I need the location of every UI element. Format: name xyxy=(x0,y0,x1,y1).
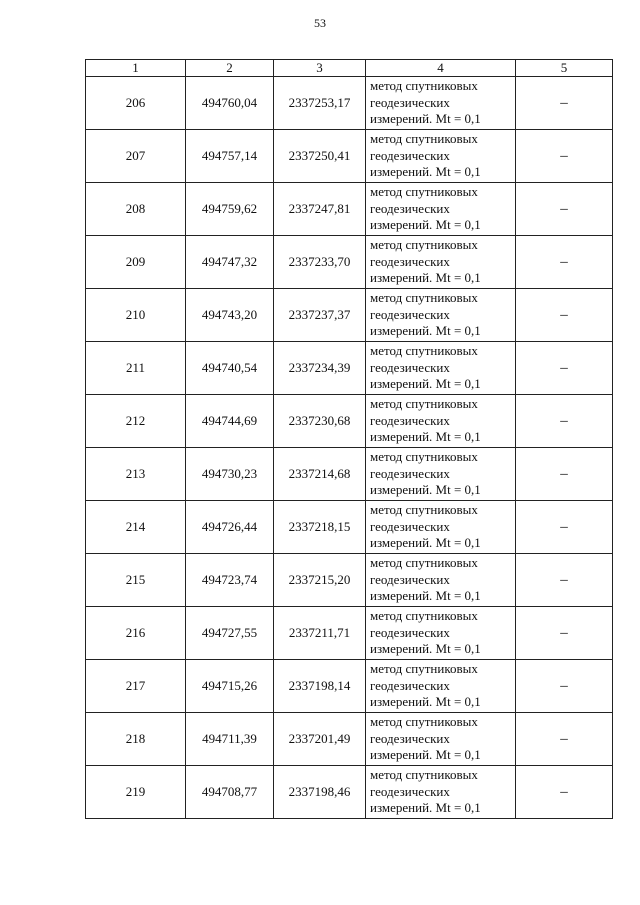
method-line: измерений. Mt = 0,1 xyxy=(370,429,481,445)
coordinate-x-cell: 494740,54 xyxy=(186,342,274,395)
coordinate-y-cell: 2337253,17 xyxy=(274,77,366,130)
coordinate-x-cell: 494730,23 xyxy=(186,448,274,501)
method-cell xyxy=(366,448,516,501)
point-number-cell: 209 xyxy=(86,236,186,289)
method-line: измерений. Mt = 0,1 xyxy=(370,641,481,657)
method-line: метод спутниковых xyxy=(370,290,478,306)
method-line: геодезических xyxy=(370,677,450,693)
method-cell xyxy=(366,713,516,766)
method-cell xyxy=(366,342,516,395)
coordinate-y-cell: 2337250,41 xyxy=(274,130,366,183)
method-line: геодезических xyxy=(370,147,450,163)
point-number-cell: 211 xyxy=(86,342,186,395)
method-line: метод спутниковых xyxy=(370,714,478,730)
table-row xyxy=(86,130,613,183)
point-number-cell: 215 xyxy=(86,554,186,607)
point-number-cell: 216 xyxy=(86,607,186,660)
note-cell: – xyxy=(516,77,613,130)
coordinate-x-cell: 494760,04 xyxy=(186,77,274,130)
method-line: измерений. Mt = 0,1 xyxy=(370,217,481,233)
note-cell: – xyxy=(516,236,613,289)
method-line: геодезических xyxy=(370,412,450,428)
method-cell xyxy=(366,660,516,713)
coordinate-y-cell: 2337247,81 xyxy=(274,183,366,236)
method-line: метод спутниковых xyxy=(370,184,478,200)
method-line: измерений. Mt = 0,1 xyxy=(370,800,481,816)
coordinate-y-cell: 2337211,71 xyxy=(274,607,366,660)
column-header-3: 3 xyxy=(274,60,366,77)
method-line: измерений. Mt = 0,1 xyxy=(370,588,481,604)
coordinate-x-cell: 494759,62 xyxy=(186,183,274,236)
coordinate-x-cell: 494726,44 xyxy=(186,501,274,554)
table-row xyxy=(86,554,613,607)
coordinate-x-cell: 494757,14 xyxy=(186,130,274,183)
method-line: измерений. Mt = 0,1 xyxy=(370,694,481,710)
coordinate-y-cell: 2337214,68 xyxy=(274,448,366,501)
method-line: метод спутниковых xyxy=(370,767,478,783)
method-line: метод спутниковых xyxy=(370,396,478,412)
method-line: метод спутниковых xyxy=(370,343,478,359)
coordinate-x-cell: 494744,69 xyxy=(186,395,274,448)
method-line: геодезических xyxy=(370,359,450,375)
method-line: геодезических xyxy=(370,465,450,481)
page-number: 53 xyxy=(314,16,326,30)
table-row xyxy=(86,766,613,819)
table-row xyxy=(86,713,613,766)
table-header-row xyxy=(86,60,613,77)
method-line: измерений. Mt = 0,1 xyxy=(370,164,481,180)
table-row xyxy=(86,660,613,713)
point-number-cell: 210 xyxy=(86,289,186,342)
method-line: геодезических xyxy=(370,783,450,799)
point-number-cell: 214 xyxy=(86,501,186,554)
method-cell xyxy=(366,607,516,660)
table-row xyxy=(86,395,613,448)
point-number-cell: 212 xyxy=(86,395,186,448)
method-line: геодезических xyxy=(370,571,450,587)
method-line: измерений. Mt = 0,1 xyxy=(370,323,481,339)
method-cell xyxy=(366,183,516,236)
table-row xyxy=(86,289,613,342)
coordinate-y-cell: 2337201,49 xyxy=(274,713,366,766)
method-line: метод спутниковых xyxy=(370,555,478,571)
method-cell xyxy=(366,289,516,342)
point-number-cell: 208 xyxy=(86,183,186,236)
coordinate-y-cell: 2337233,70 xyxy=(274,236,366,289)
method-line: геодезических xyxy=(370,518,450,534)
note-cell: – xyxy=(516,607,613,660)
method-line: метод спутниковых xyxy=(370,661,478,677)
method-line: геодезических xyxy=(370,200,450,216)
method-cell xyxy=(366,501,516,554)
note-cell: – xyxy=(516,448,613,501)
note-cell: – xyxy=(516,395,613,448)
table-body xyxy=(86,77,613,819)
coordinate-x-cell: 494727,55 xyxy=(186,607,274,660)
note-cell: – xyxy=(516,501,613,554)
point-number-cell: 213 xyxy=(86,448,186,501)
column-header-2: 2 xyxy=(186,60,274,77)
coordinate-y-cell: 2337198,46 xyxy=(274,766,366,819)
point-number-cell: 219 xyxy=(86,766,186,819)
method-line: геодезических xyxy=(370,306,450,322)
coordinate-x-cell: 494743,20 xyxy=(186,289,274,342)
point-number-cell: 207 xyxy=(86,130,186,183)
method-cell xyxy=(366,554,516,607)
method-line: метод спутниковых xyxy=(370,502,478,518)
note-cell: – xyxy=(516,130,613,183)
table-row xyxy=(86,342,613,395)
note-cell: – xyxy=(516,183,613,236)
method-line: измерений. Mt = 0,1 xyxy=(370,111,481,127)
method-cell xyxy=(366,395,516,448)
method-line: геодезических xyxy=(370,253,450,269)
method-line: метод спутниковых xyxy=(370,449,478,465)
table-row xyxy=(86,77,613,130)
note-cell: – xyxy=(516,554,613,607)
coordinate-y-cell: 2337237,37 xyxy=(274,289,366,342)
coordinates-table xyxy=(85,59,613,819)
method-line: метод спутниковых xyxy=(370,131,478,147)
table-row xyxy=(86,183,613,236)
coordinate-y-cell: 2337198,14 xyxy=(274,660,366,713)
method-line: геодезических xyxy=(370,730,450,746)
note-cell: – xyxy=(516,713,613,766)
point-number-cell: 206 xyxy=(86,77,186,130)
coordinate-x-cell: 494708,77 xyxy=(186,766,274,819)
method-line: измерений. Mt = 0,1 xyxy=(370,747,481,763)
method-line: измерений. Mt = 0,1 xyxy=(370,376,481,392)
method-line: геодезических xyxy=(370,624,450,640)
coordinate-x-cell: 494715,26 xyxy=(186,660,274,713)
coordinate-y-cell: 2337218,15 xyxy=(274,501,366,554)
point-number-cell: 217 xyxy=(86,660,186,713)
table-row xyxy=(86,501,613,554)
method-line: метод спутниковых xyxy=(370,237,478,253)
coordinate-x-cell: 494723,74 xyxy=(186,554,274,607)
method-line: метод спутниковых xyxy=(370,608,478,624)
note-cell: – xyxy=(516,289,613,342)
coordinate-y-cell: 2337234,39 xyxy=(274,342,366,395)
method-cell xyxy=(366,766,516,819)
method-line: геодезических xyxy=(370,94,450,110)
table-row xyxy=(86,236,613,289)
method-cell xyxy=(366,130,516,183)
method-cell xyxy=(366,236,516,289)
table-row xyxy=(86,607,613,660)
point-number-cell: 218 xyxy=(86,713,186,766)
coordinate-y-cell: 2337230,68 xyxy=(274,395,366,448)
column-header-5: 5 xyxy=(516,60,613,77)
method-line: измерений. Mt = 0,1 xyxy=(370,482,481,498)
coordinate-x-cell: 494747,32 xyxy=(186,236,274,289)
method-cell xyxy=(366,77,516,130)
method-line: измерений. Mt = 0,1 xyxy=(370,270,481,286)
coordinate-y-cell: 2337215,20 xyxy=(274,554,366,607)
method-line: метод спутниковых xyxy=(370,78,478,94)
note-cell: – xyxy=(516,342,613,395)
note-cell: – xyxy=(516,660,613,713)
column-header-4: 4 xyxy=(366,60,516,77)
method-line: измерений. Mt = 0,1 xyxy=(370,535,481,551)
note-cell: – xyxy=(516,766,613,819)
coordinate-x-cell: 494711,39 xyxy=(186,713,274,766)
column-header-1: 1 xyxy=(86,60,186,77)
table-row xyxy=(86,448,613,501)
